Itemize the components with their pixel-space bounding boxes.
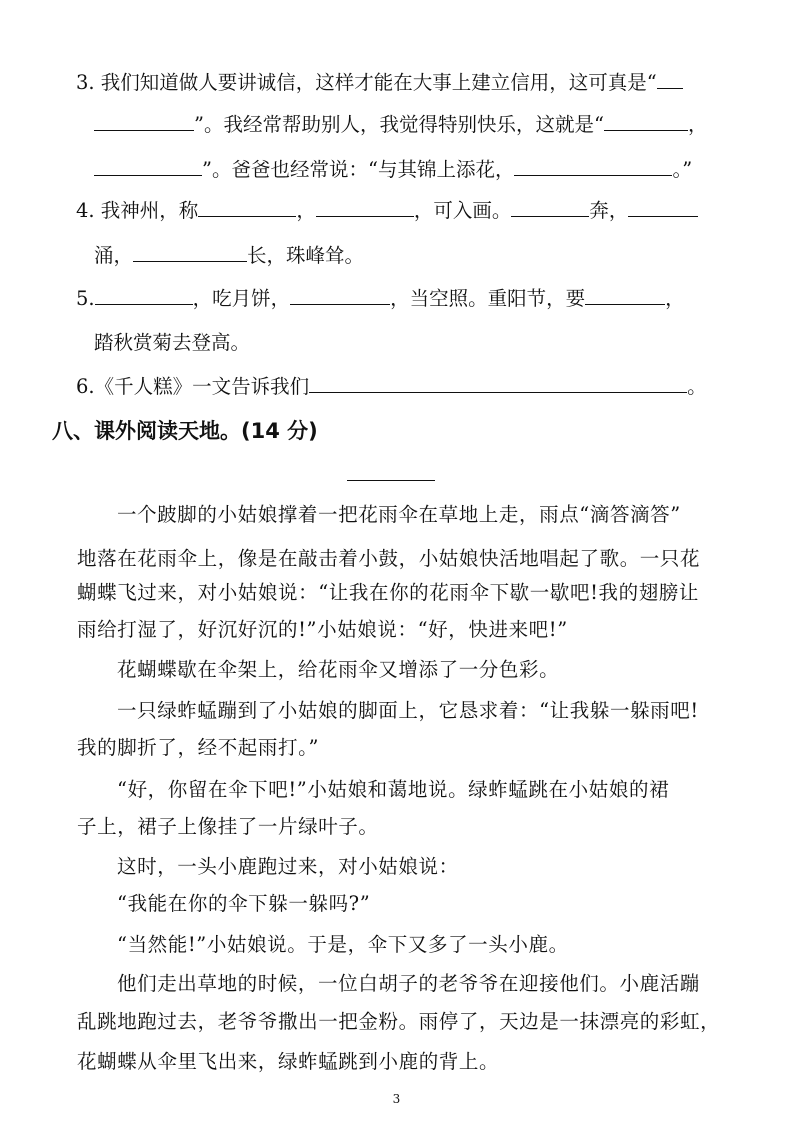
q3-text-2b: ， <box>687 113 708 136</box>
q3-text-1: 3. 我们知道做人要讲诚信，这样才能在大事上建立信用，这可真是“ <box>76 71 657 94</box>
story-line: 花蝴蝶从伞里飞出来，绿蚱蜢跳到小鹿的背上。 <box>77 1050 500 1073</box>
q4-text-1b: ， <box>296 199 316 222</box>
answer-blank[interactable] <box>316 196 414 217</box>
q3-text-3b: 。” <box>672 158 693 181</box>
q4-line-1 <box>76 196 698 225</box>
story-line: 地落在花雨伞上，像是在敲击着小鼓，小姑娘快活地唱起了歌。一只花 <box>77 547 701 570</box>
answer-blank[interactable] <box>133 241 247 262</box>
page-number: 3 <box>392 1092 401 1106</box>
q3-line-1 <box>76 68 683 97</box>
story-line: 花蝴蝶歇在伞架上，给花雨伞又增添了一分色彩。 <box>117 658 560 681</box>
answer-blank[interactable] <box>198 196 296 217</box>
q5-line-1 <box>76 284 685 313</box>
q3-line-2 <box>94 110 707 139</box>
q4-text-1a: 4. 我神州，称 <box>76 199 199 222</box>
answer-blank[interactable] <box>585 284 665 305</box>
story-line: 这时，一头小鹿跑过来，对小姑娘说： <box>117 855 459 878</box>
story-line: 我的脚折了，经不起雨打。” <box>77 736 320 759</box>
story-line: “好，你留在伞下吧!”小姑娘和蔼地说。绿蚱蜢跳在小姑娘的裙 <box>117 778 670 801</box>
story-line: 他们走出草地的时候，一位白胡子的老爷爷在迎接他们。小鹿活蹦 <box>117 972 700 995</box>
answer-blank[interactable] <box>94 155 202 176</box>
answer-blank[interactable] <box>604 110 688 131</box>
q6-text-1b: 。 <box>687 375 707 398</box>
story-line: 一只绿蚱蜢蹦到了小姑娘的脚面上，它恳求着：“让我躲一躲雨吧! <box>117 699 699 722</box>
answer-blank[interactable] <box>511 196 589 217</box>
q5-text-1b: ，吃月饼， <box>192 287 291 310</box>
answer-blank[interactable] <box>94 110 194 131</box>
answer-blank[interactable] <box>290 284 390 305</box>
answer-blank[interactable] <box>628 196 698 217</box>
q3-text-2a: ”。我经常帮助别人，我觉得特别快乐，这就是“ <box>194 113 604 136</box>
q4-text-1d: 奔， <box>589 199 629 222</box>
q5-text-1d: ， <box>665 287 685 310</box>
answer-blank[interactable] <box>309 372 687 393</box>
q5-text-1c: ，当空照。重阳节，要 <box>390 287 586 310</box>
story-line: 一个跛脚的小姑娘撑着一把花雨伞在草地上走，雨点“滴答滴答” <box>117 503 681 526</box>
q4-text-1c: ，可入画。 <box>413 199 512 222</box>
q5-text-1a: 5. <box>76 287 95 310</box>
story-line: 蝴蝶飞过来，对小姑娘说：“让我在你的花雨伞下歇一歇吧!我的翅膀让 <box>77 581 700 604</box>
q6-text-1a: 6.《千人糕》一文告诉我们 <box>76 375 310 398</box>
q5-line-2 <box>94 329 250 357</box>
q3-text-3a: ”。爸爸也经常说：“与其锦上添花， <box>202 158 515 181</box>
q3-line-3 <box>94 155 692 184</box>
answer-blank[interactable] <box>514 155 672 176</box>
story-line: 雨给打湿了，好沉好沉的!”小姑娘说：“好，快进来吧!” <box>77 618 568 641</box>
q4-text-2a: 涌， <box>94 244 134 267</box>
answer-blank[interactable] <box>95 284 193 305</box>
story-line: 子上，裙子上像挂了一片绿叶子。 <box>77 815 379 838</box>
section-heading: 八、课外阅读天地。(14 分) <box>52 419 318 443</box>
story-line: “我能在你的伞下躲一躲吗?” <box>117 892 371 915</box>
q4-line-2 <box>94 241 364 270</box>
story-title-blank[interactable] <box>347 480 435 481</box>
q6-line-1 <box>76 372 707 401</box>
q4-text-2b: 长，珠峰耸。 <box>247 244 365 267</box>
story-line: 乱跳地跑过去，老爷爷撒出一把金粉。雨停了，天边是一抹漂亮的彩虹， <box>77 1010 721 1033</box>
story-line: “当然能!”小姑娘说。于是，伞下又多了一头小鹿。 <box>117 933 569 956</box>
answer-blank[interactable] <box>657 68 683 89</box>
q5-text-2: 踏秋赏菊去登高。 <box>94 331 251 354</box>
